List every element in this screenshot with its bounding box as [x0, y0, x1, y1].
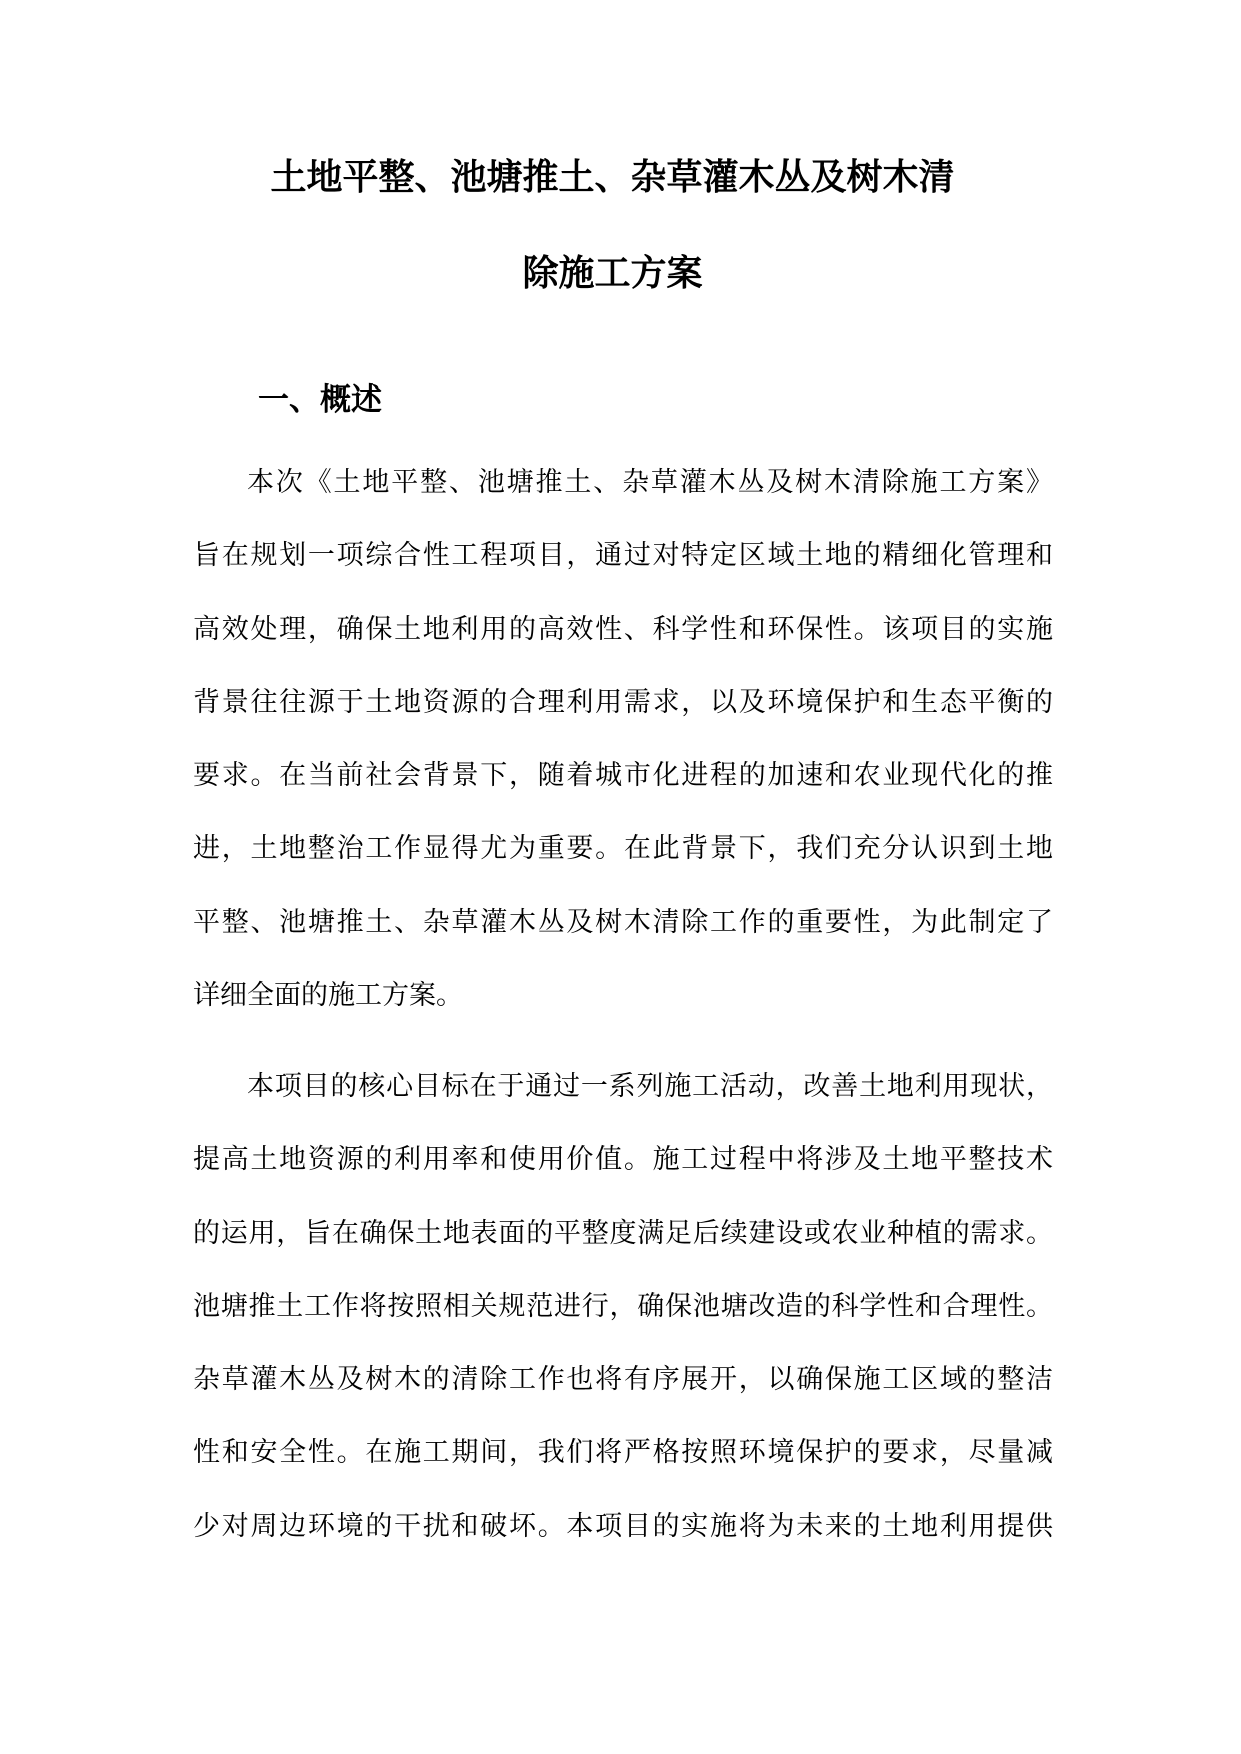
paragraph-line: 池塘推土工作将按照相关规范进行，确保池塘改造的科学性和合理性。 — [193, 1290, 1053, 1322]
document-title-line-1: 土地平整、池塘推土、杂草灌木丛及树木清 — [270, 157, 955, 198]
paragraph-line: 的运用，旨在确保土地表面的平整度满足后续建设或农业种植的需求。 — [193, 1217, 1053, 1249]
paragraph-line: 性和安全性。在施工期间，我们将严格按照环境保护的要求，尽量减 — [193, 1437, 1053, 1469]
paragraph-line: 要求。在当前社会背景下，随着城市化进程的加速和农业现代化的推 — [193, 760, 1053, 792]
paragraph-line: 杂草灌木丛及树木的清除工作也将有序展开，以确保施工区域的整洁 — [193, 1364, 1053, 1396]
paragraph-line: 少对周边环境的干扰和破坏。本项目的实施将为未来的土地利用提供 — [193, 1510, 1053, 1542]
paragraph-line: 本项目的核心目标在于通过一系列施工活动，改善土地利用现状， — [247, 1071, 1053, 1102]
paragraph-line: 提高土地资源的利用率和使用价值。施工过程中将涉及土地平整技术 — [193, 1144, 1053, 1176]
paragraph-line: 详细全面的施工方案。 — [193, 980, 463, 1012]
paragraph-line: 背景往往源于土地资源的合理利用需求，以及环境保护和生态平衡的 — [193, 686, 1053, 718]
section-heading-overview: 一、概述 — [258, 382, 382, 418]
paragraph-line: 旨在规划一项综合性工程项目，通过对特定区域土地的精细化管理和 — [193, 540, 1053, 572]
paragraph-1 — [193, 463, 1053, 1049]
paragraph-2 — [193, 1067, 1053, 1580]
paragraph-line: 进，土地整治工作显得尤为重要。在此背景下，我们充分认识到土地 — [193, 833, 1053, 865]
paragraph-line: 本次《土地平整、池塘推土、杂草灌木丛及树木清除施工方案》 — [247, 467, 1053, 498]
paragraph-line: 高效处理，确保土地利用的高效性、科学性和环保性。该项目的实施 — [193, 613, 1053, 645]
paragraph-line: 平整、池塘推土、杂草灌木丛及树木清除工作的重要性，为此制定了 — [193, 906, 1053, 938]
document-title-line-2: 除施工方案 — [522, 253, 703, 294]
